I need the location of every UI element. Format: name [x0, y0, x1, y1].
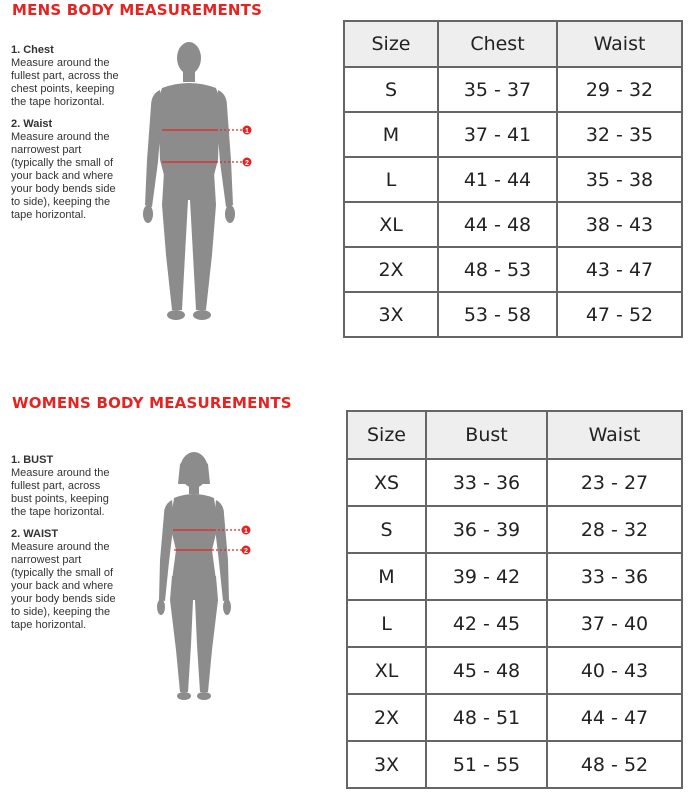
mens-cell-measure-1: 44 - 48	[439, 203, 556, 246]
womens-cell-size: XL	[348, 648, 425, 693]
mens-table-row	[345, 203, 681, 246]
female-marker-bust	[242, 526, 251, 536]
womens-cell-measure-2: 37 - 40	[548, 601, 681, 646]
womens-table-row	[348, 460, 681, 505]
mens-cell-measure-1: 53 - 58	[439, 293, 556, 336]
mens-size-table	[343, 20, 683, 338]
womens-table-row	[348, 742, 681, 787]
male-marker-waist	[243, 158, 252, 168]
womens-cell-measure-1: 51 - 55	[427, 742, 546, 787]
female-silhouette	[157, 452, 231, 700]
mens-step-waist	[11, 118, 123, 222]
womens-step-bust	[11, 454, 123, 519]
female-marker-waist	[242, 546, 251, 556]
mens-cell-measure-2: 29 - 32	[558, 68, 681, 111]
mens-table-row	[345, 158, 681, 201]
womens-cell-size: M	[348, 554, 425, 599]
mens-cell-size: 3X	[345, 293, 437, 336]
womens-step-waist	[11, 528, 123, 632]
mens-section-title: MENS BODY MEASUREMENTS	[12, 1, 263, 19]
womens-step-waist-text: Measure around the narrowest part (typically the small of your back and where your body bends side to side), keeping the tape horizontal.	[11, 541, 116, 631]
mens-step-waist-heading: 2. Waist	[11, 118, 53, 130]
mens-header-chest: Chest	[439, 22, 556, 66]
womens-cell-size: 2X	[348, 695, 425, 740]
mens-step-waist-text: Measure around the narrowest part (typically the small of your back and where your body bends side to side), keeping the tape horizontal.	[11, 131, 116, 221]
womens-header-waist: Waist	[548, 412, 681, 458]
svg-text:2: 2	[245, 160, 249, 167]
womens-step-bust-text: Measure around the fullest part, across bust points, keeping the tape horizontal.	[11, 467, 110, 518]
mens-cell-measure-2: 38 - 43	[558, 203, 681, 246]
mens-cell-size: 2X	[345, 248, 437, 291]
svg-text:1: 1	[244, 528, 248, 535]
mens-cell-measure-1: 48 - 53	[439, 248, 556, 291]
mens-header-waist: Waist	[558, 22, 681, 66]
womens-cell-size: L	[348, 601, 425, 646]
womens-cell-measure-2: 33 - 36	[548, 554, 681, 599]
womens-header-bust: Bust	[427, 412, 546, 458]
womens-step-bust-heading: 1. BUST	[11, 454, 54, 466]
svg-text:1: 1	[245, 128, 249, 135]
womens-size-table	[346, 410, 683, 789]
female-figure-illustration	[150, 450, 260, 705]
womens-table-row	[348, 695, 681, 740]
male-figure-illustration	[140, 40, 260, 322]
mens-cell-measure-2: 43 - 47	[558, 248, 681, 291]
womens-cell-measure-2: 28 - 32	[548, 507, 681, 552]
mens-step-chest-heading: 1. Chest	[11, 44, 54, 56]
mens-cell-size: L	[345, 158, 437, 201]
womens-cell-size: S	[348, 507, 425, 552]
womens-cell-measure-1: 33 - 36	[427, 460, 546, 505]
mens-cell-measure-1: 37 - 41	[439, 113, 556, 156]
male-silhouette	[143, 42, 235, 320]
mens-cell-measure-1: 35 - 37	[439, 68, 556, 111]
mens-step-chest	[11, 44, 123, 109]
mens-table-row	[345, 248, 681, 291]
womens-table-header-row	[348, 412, 681, 458]
womens-section-title: WOMENS BODY MEASUREMENTS	[12, 394, 292, 412]
mens-table-row	[345, 113, 681, 156]
womens-instructions	[11, 454, 123, 641]
womens-cell-size: 3X	[348, 742, 425, 787]
womens-table-row	[348, 554, 681, 599]
womens-cell-measure-1: 45 - 48	[427, 648, 546, 693]
mens-table-row	[345, 293, 681, 336]
male-marker-chest	[243, 126, 252, 136]
womens-cell-measure-2: 23 - 27	[548, 460, 681, 505]
mens-cell-size: M	[345, 113, 437, 156]
mens-step-chest-text: Measure around the fullest part, across the chest points, keeping the tape horizontal.	[11, 57, 119, 108]
mens-cell-measure-2: 47 - 52	[558, 293, 681, 336]
mens-cell-size: XL	[345, 203, 437, 246]
womens-cell-measure-1: 42 - 45	[427, 601, 546, 646]
womens-header-size: Size	[348, 412, 425, 458]
mens-instructions	[11, 44, 123, 231]
mens-table-header-row	[345, 22, 681, 66]
mens-cell-measure-2: 35 - 38	[558, 158, 681, 201]
womens-cell-size: XS	[348, 460, 425, 505]
womens-step-waist-heading: 2. WAIST	[11, 528, 59, 540]
mens-header-size: Size	[345, 22, 437, 66]
womens-table-row	[348, 507, 681, 552]
womens-cell-measure-1: 39 - 42	[427, 554, 546, 599]
mens-cell-size: S	[345, 68, 437, 111]
womens-table-row	[348, 648, 681, 693]
womens-cell-measure-1: 48 - 51	[427, 695, 546, 740]
mens-cell-measure-1: 41 - 44	[439, 158, 556, 201]
womens-cell-measure-2: 40 - 43	[548, 648, 681, 693]
mens-table-row	[345, 68, 681, 111]
svg-text:2: 2	[244, 548, 248, 555]
womens-cell-measure-2: 44 - 47	[548, 695, 681, 740]
womens-cell-measure-1: 36 - 39	[427, 507, 546, 552]
mens-cell-measure-2: 32 - 35	[558, 113, 681, 156]
womens-cell-measure-2: 48 - 52	[548, 742, 681, 787]
womens-table-row	[348, 601, 681, 646]
